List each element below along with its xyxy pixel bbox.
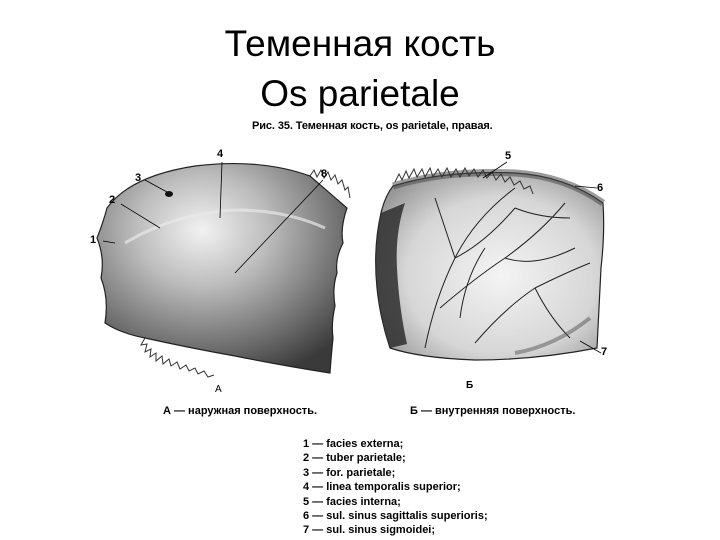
- outer-bone-shape: [97, 164, 347, 373]
- slide-title: Теменная кость: [224, 23, 496, 64]
- bone-outer-surface-drawing: [85, 148, 360, 388]
- legend-item: 7 — sul. sinus sigmoidei;: [303, 524, 436, 537]
- legend-item: 3 — for. parietale;: [303, 466, 396, 479]
- legend-item: 4 — linea temporalis superior;: [303, 481, 461, 494]
- legend-item: 2 — tuber parietale;: [303, 452, 406, 465]
- callout-1: 1: [90, 234, 97, 246]
- bone-inner-surface-illustration: [365, 148, 625, 373]
- panel-b-letter: Б: [466, 380, 474, 391]
- callout-2: 2: [109, 194, 116, 206]
- panel-a-letter: А: [215, 384, 222, 395]
- callout-6: 6: [597, 182, 604, 194]
- callout-7: 7: [601, 346, 608, 358]
- structure-legend: [303, 437, 488, 538]
- callout-8: 8: [321, 168, 328, 180]
- legend-item: 6 — sul. sinus sagittalis superioris;: [303, 510, 488, 523]
- callout-4: 4: [217, 148, 224, 160]
- legend-item: 1 — facies externa;: [303, 438, 404, 450]
- callout-5: 5: [505, 150, 512, 162]
- bone-outer-surface-illustration: [85, 148, 360, 395]
- legend-item: 5 — facies interna;: [303, 495, 401, 508]
- panel-b-description: Б — внутренняя поверхность.: [410, 405, 576, 417]
- panel-a-description: А — наружная поверхность.: [163, 405, 318, 417]
- callout-3: 3: [135, 172, 142, 184]
- bone-inner-surface-drawing: [365, 148, 625, 373]
- figure-caption: Рис. 35. Теменная кость, os parietale, правая.: [252, 120, 493, 132]
- slide-subtitle: Os parietale: [260, 73, 460, 114]
